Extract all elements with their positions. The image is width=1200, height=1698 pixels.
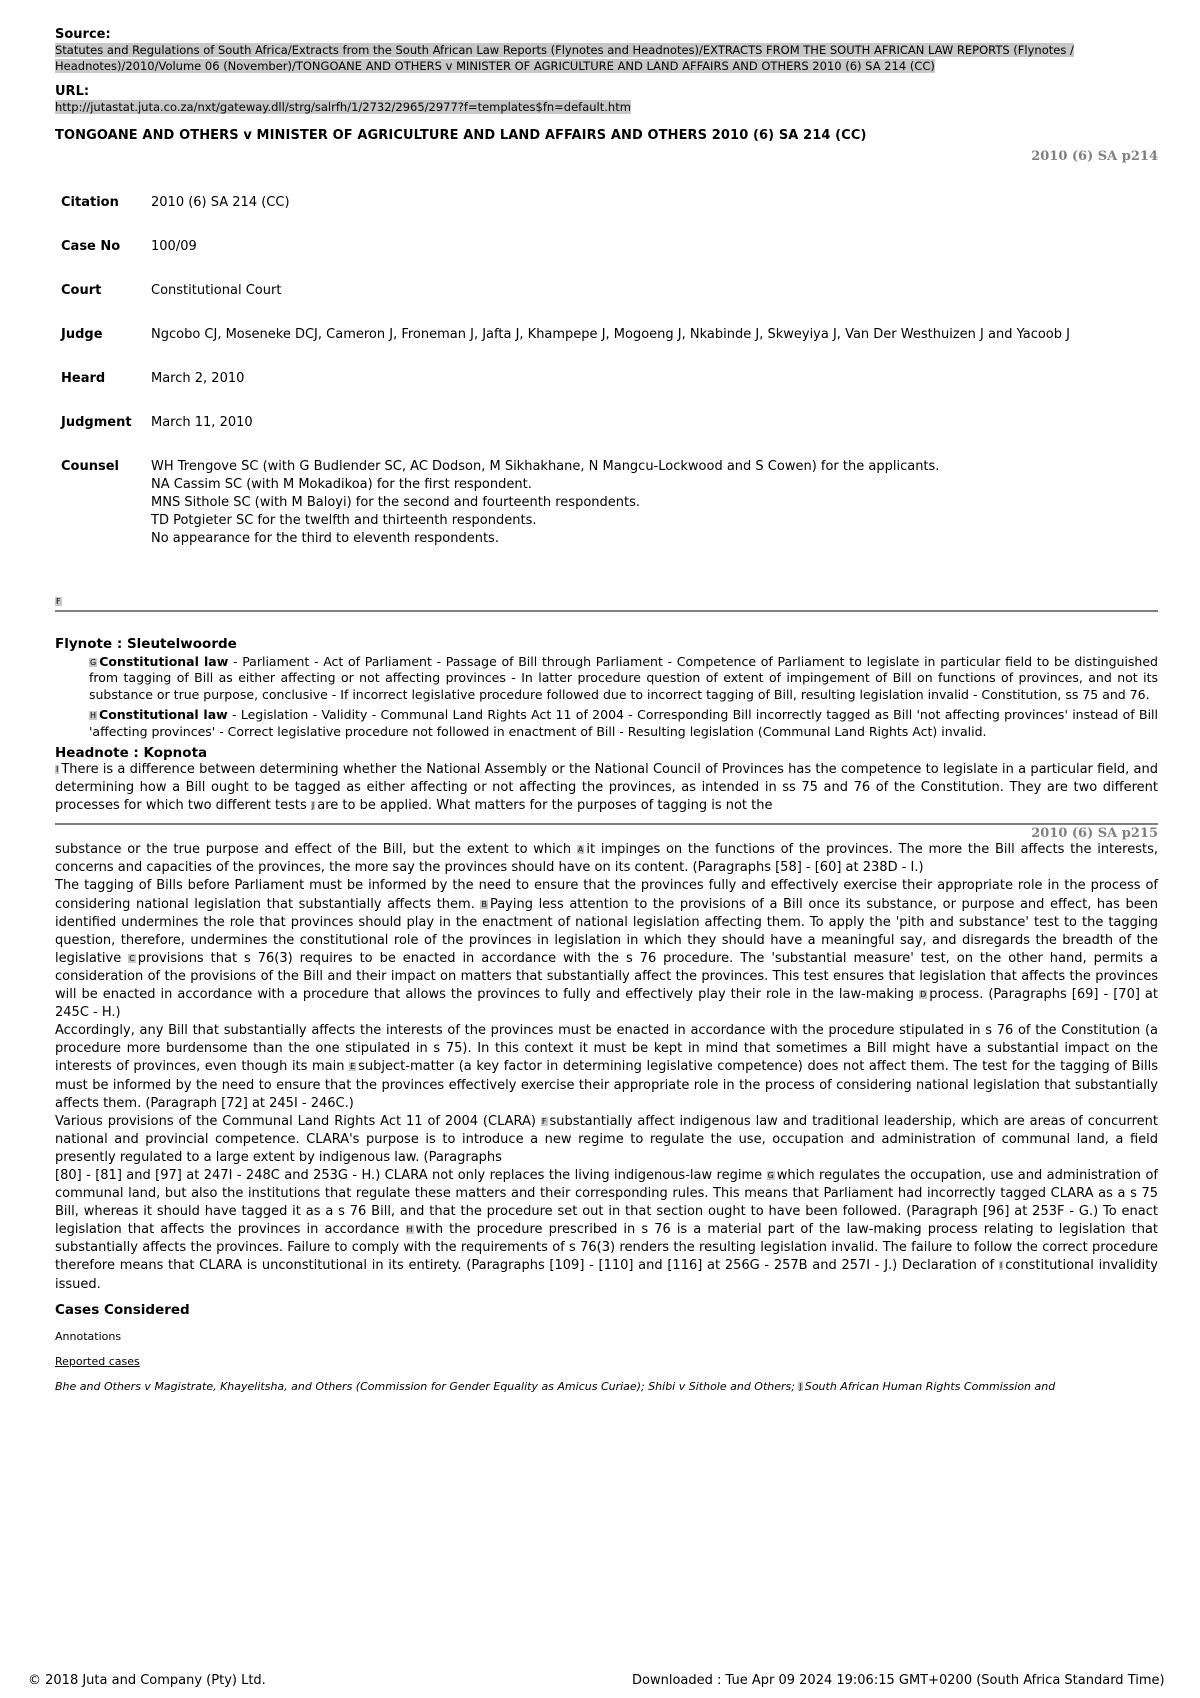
counsel-line: MNS Sithole SC (with M Baloyi) for the second and fourteenth respondents. xyxy=(151,494,641,510)
margin-marker: G xyxy=(767,1170,774,1180)
margin-marker: I xyxy=(56,765,59,774)
case-title: TONGOANE AND OTHERS v MINISTER OF AGRICULTURE AND LAND AFFAIRS AND OTHERS 2010 (6) SA 214 (CC) xyxy=(55,127,867,143)
page-reference: 2010 (6) SA p215 xyxy=(1031,826,1158,842)
headnote-paragraph xyxy=(55,877,1158,1022)
headnote-paragraph xyxy=(55,841,1158,877)
headnote-heading: Headnote : Kopnota xyxy=(55,745,208,761)
metadata-row-judgment xyxy=(61,414,1158,432)
section-divider xyxy=(55,610,1158,612)
case-metadata-table xyxy=(61,194,1158,548)
url-block xyxy=(55,100,1158,116)
headnote-paragraph xyxy=(55,1022,1158,1112)
judge-value: Ngcobo CJ, Moseneke DCJ, Cameron J, Froneman J, Jafta J, Khampepe J, Mogoeng J, Nkabinde J, Skweyiya J, Van Der Westhuizen J and Yacoob J xyxy=(151,326,1070,342)
case-citation-text: Bhe and Others v Magistrate, Khayelitsha, and Others (Commission for Gender Equality as Amicus Curiae); Shibi v Sithole and Others; xyxy=(55,1379,799,1393)
margin-marker: F xyxy=(56,596,61,606)
margin-marker: A xyxy=(577,845,584,855)
annotations-label: Annotations xyxy=(55,1329,122,1343)
metadata-row-court xyxy=(61,282,1158,300)
headnote-text: process. (Paragraphs [69] - [70] at 245C - H.) xyxy=(55,987,1158,1021)
headnote-text: provisions that s 76(3) requires to be enacted in accordance with the s 76 procedure. The 'substantial measure' test, on the other hand, permits a consideration of the provisions of the Bill and their impact on matters that substantially affect the provinces. This test ensures that legislation that affects the provinces will be enacted in accordance with a procedure that allows the provinces to fully and effectively play their role in the law-making xyxy=(55,950,1158,1003)
headnote-text: substance or the true purpose and effect of the Bill, but the extent to which xyxy=(55,842,577,858)
case-citation-line xyxy=(55,1380,1158,1393)
headnote-text: it impinges on the functions of the provinces. The more the Bill affects the interests, concerns and capacities of the provinces, the more say the provinces should have on its content. (Paragraphs [58] - [60] at 238D - I.) xyxy=(55,842,1158,876)
case-citation-text: South African Human Rights Commission and xyxy=(804,1379,1056,1393)
counsel-line: No appearance for the third to eleventh respondents. xyxy=(151,530,499,546)
url-label: URL: xyxy=(55,84,90,99)
page-break-divider xyxy=(55,823,1158,825)
court-key: Court xyxy=(61,282,102,298)
margin-marker: B xyxy=(481,899,487,909)
heard-value: March 2, 2010 xyxy=(151,370,245,386)
counsel-value xyxy=(151,458,1158,548)
headnote-text: which regulates the occupation, use and administration of communal land, but also the institutions that regulate these matters and their corresponding rules. This means that Parliament had incorrectly tagged CLARA as a s 75 Bill, whereas it should have tagged it as a s 76 Bill, and that the procedure set out in that section ought to have been followed. (Paragraph [96] at 253F - G.) To enact legislation that affects the provinces in accordance xyxy=(55,1167,1158,1238)
margin-marker: D xyxy=(920,990,927,1000)
citation-value: 2010 (6) SA 214 (CC) xyxy=(151,194,290,210)
counsel-line: TD Potgieter SC for the twelfth and thirteenth respondents. xyxy=(151,512,537,528)
margin-marker: H xyxy=(406,1225,413,1235)
headnote-text: [80] - [81] and [97] at 247I - 248C and 253G - H.) CLARA not only replaces the living indigenous-law regime xyxy=(55,1167,767,1183)
headnote-text: There is a difference between determining whether the National Assembly or the National Council of Provinces has the competence to legislate in a particular field, and determining how a Bill ought to be tagged as either affecting or not affecting the provinces, as intended in ss 75 and 76 of the Constitution. They are two different processes for which two different tests xyxy=(55,762,1158,814)
cases-considered-heading: Cases Considered xyxy=(55,1301,190,1318)
judge-key: Judge xyxy=(61,326,103,342)
margin-marker: E xyxy=(350,1062,356,1072)
metadata-row-case-no xyxy=(61,238,1158,256)
margin-marker: G xyxy=(90,657,97,667)
source-label: Source: xyxy=(55,27,111,42)
headnote-text: with the procedure prescribed in s 76 is a material part of the law-making process relating to legislation that substantially affects the provinces. Failure to comply with the requirements of s 76(3) renders the resulting legislation invalid. The failure to follow the correct procedure therefore means that CLARA is unconstitutional in its entirety. (Paragraphs [109] - [110] and [116] at 256G - 257B and 257I - J.) Declaration of xyxy=(55,1222,1158,1274)
margin-marker: C xyxy=(129,953,135,963)
flynote-text: - Legislation - Validity - Communal Land Rights Act 11 of 2004 - Corresponding Bill incorrectly tagged as Bill 'not affecting provinces' instead of Bill 'affecting provinces' - Correct legislative procedure not followed in enactment of Bill - Resulting legislation (Communal Land Rights Act) invalid. xyxy=(89,707,1158,739)
case-no-value: 100/09 xyxy=(151,238,197,254)
headnote-text: are to be applied. What matters for the purposes of tagging is not the xyxy=(317,798,773,814)
source-text-block xyxy=(55,43,1158,74)
headnote-paragraph xyxy=(55,1113,1158,1294)
headnote-paragraph xyxy=(55,761,1158,815)
margin-marker: F xyxy=(541,1116,547,1126)
document-page xyxy=(55,26,1158,1393)
flynote-heading: Flynote : Sleutelwoorde xyxy=(55,635,237,652)
flynote-paragraph xyxy=(89,707,1158,740)
headnote-text: Various provisions of the Communal Land Rights Act 11 of 2004 (CLARA) xyxy=(55,1113,541,1129)
heard-key: Heard xyxy=(61,370,106,386)
margin-marker: J xyxy=(311,801,315,811)
margin-marker: J xyxy=(799,1382,802,1392)
counsel-line: WH Trengove SC (with G Budlender SC, AC Dodson, M Sikhakhane, N Mangcu-Lockwood and S Cowen) for the applicants. xyxy=(151,458,940,474)
headnote-text: subject-matter (a key factor in determining legislative competence) does not affect them. The test for the tagging of Bills must be informed by the need to ensure that the provinces effectively exercise their appropriate role in the process of considering national legislation that substantially affects them. (Paragraph [72] at 245I - 246C.) xyxy=(55,1059,1159,1111)
flynote-topic: Constitutional law xyxy=(99,707,228,722)
judgment-value: March 11, 2010 xyxy=(151,414,253,430)
flynote-paragraph xyxy=(89,654,1158,704)
headnote-text: Paying less attention to the provisions of a Bill once its substance, or purpose and effect, has been identified undermines the role that provinces should play in the enactment of national legislation affecting them. To apply the 'pith and substance' test to the tagging question, therefore, undermines the constitutional role of the provinces in legislation in which they should have a meaningful say, and disregards the breadth of the legislative xyxy=(55,896,1158,966)
margin-marker: H xyxy=(90,711,97,720)
court-value: Constitutional Court xyxy=(151,282,282,298)
metadata-row-judge xyxy=(61,326,1158,344)
counsel-line: NA Cassim SC (with M Mokadikoa) for the first respondent. xyxy=(151,476,532,492)
metadata-row-counsel xyxy=(61,458,1158,548)
margin-marker: I xyxy=(999,1261,1003,1271)
reported-cases-label: Reported cases xyxy=(55,1354,140,1368)
flynote-text: - Parliament - Act of Parliament - Passage of Bill through Parliament - Competence of Parliament to legislate in particular field to be distinguished from tagging of Bill as either affecting or not affecting provinces - In latter procedure question of extent of impingement of Bill on functions of provinces, and not its substance or true purpose, conclusive - If incorrect legislative procedure followed due to incorrect tagging of Bill, resulting legislation invalid - Constitution, ss 75 and 76. xyxy=(89,653,1158,702)
footer-copyright: © 2018 Juta and Company (Pty) Ltd. xyxy=(28,1673,266,1688)
url-link[interactable]: http://jutastat.juta.co.za/nxt/gateway.dll/strg/salrfh/1/2732/2965/2977?f=templates$fn=default.htm xyxy=(55,100,631,114)
footer-download-info: Downloaded : Tue Apr 09 2024 19:06:15 GMT+0200 (South Africa Standard Time) xyxy=(632,1673,1165,1688)
citation-key: Citation xyxy=(61,194,119,210)
source-text[interactable]: Statutes and Regulations of South Africa/Extracts from the South African Law Reports (Flynotes and Headnotes)/EXTRACTS FROM THE SOUTH AFRICAN LAW REPORTS (Flynotes / Headnotes)/2010/Volume 06 (November)/TONGOANE AND OTHERS v MINISTER OF AGRICULTURE AND LAND AFFAIRS AND OTHERS 2010 (6) SA 214 (CC) xyxy=(55,43,1074,73)
headnote-text: The tagging of Bills before Parliament must be informed by the need to ensure that the provinces fully and effectively exercise their appropriate role in the process of considering national legislation that substantially affects them. xyxy=(55,878,1158,912)
counsel-key: Counsel xyxy=(61,458,119,474)
flynote-topic: Constitutional law xyxy=(99,653,229,669)
case-no-key: Case No xyxy=(61,238,121,254)
judgment-key: Judgment xyxy=(61,414,132,430)
headnote-text: constitutional invalidity issued. xyxy=(55,1258,1158,1292)
metadata-row-heard xyxy=(61,370,1158,388)
page-reference: 2010 (6) SA p214 xyxy=(1031,148,1158,164)
headnote-text: Accordingly, any Bill that substantially affects the interests of the provinces must be enacted in accordance with the procedure stipulated in s 76 of the Constitution (a procedure more burdensome than the one stipulated in s 75). In this context it must be kept in mind that sometimes a Bill might have a substantial impact on the interests of provinces, even though its main xyxy=(55,1023,1158,1075)
metadata-row-citation xyxy=(61,194,1158,212)
headnote-text: substantially affect indigenous law and traditional leadership, which are areas of concurrent national and provincial competence. CLARA's purpose is to introduce a new regime to regulate the use, occupation and administration of communal land, a field presently regulated to a large extent by indigenous law. (Paragraphs xyxy=(55,1113,1159,1165)
